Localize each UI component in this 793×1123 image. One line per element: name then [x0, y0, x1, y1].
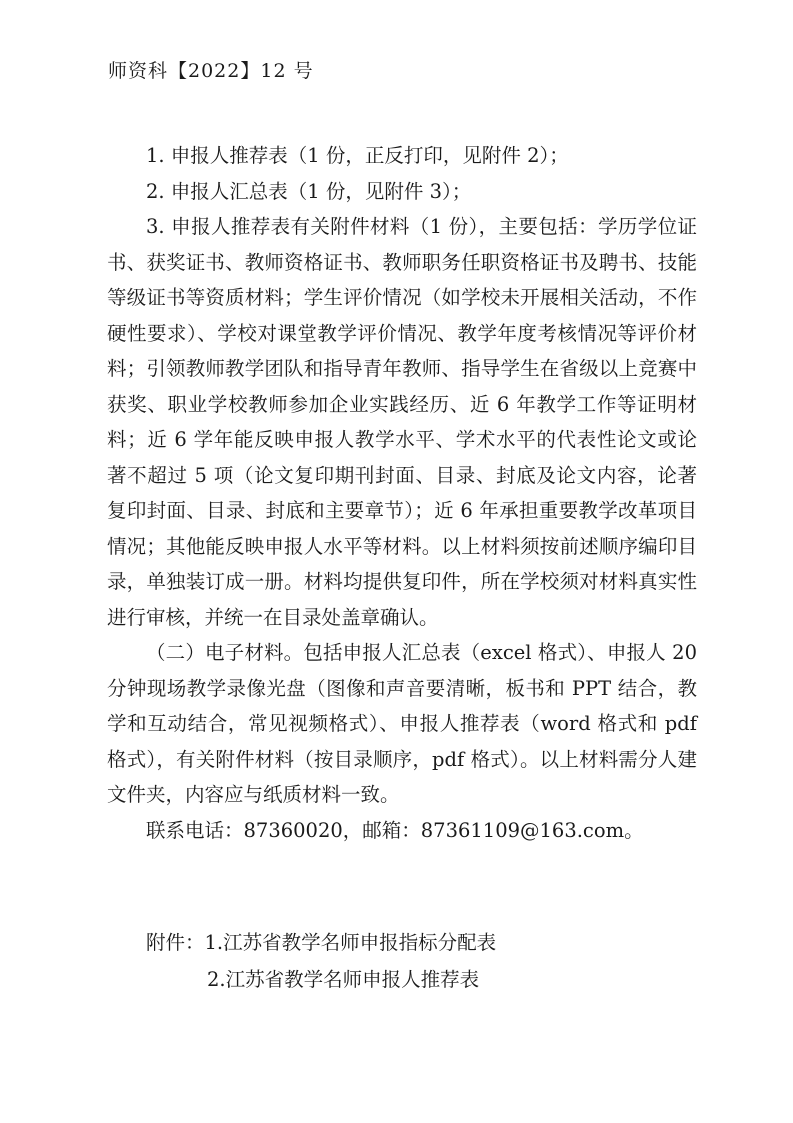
- paragraph-item-2: 2. 申报人汇总表（1 份，见附件 3）；: [146, 179, 472, 203]
- paragraph-electronic-materials: （二）电子材料。包括申报人汇总表（excel 格式）、申报人 20 分钟现场教学录像光盘（图像和声音要清晰，板书和 PPT 结合，教学和互动结合，常见视频格式）、申报人推荐表（word 格式和 pdf 格式），有关附件材料（按目录顺序，pdf 格式）。以上材料需分人建文件夹，内容应与纸质材料一致。: [107, 641, 697, 806]
- body-text: [107, 138, 697, 848]
- document-number: 师资科【2022】12 号: [108, 60, 314, 82]
- paragraph-item-1: 1. 申报人推荐表（1 份，正反打印，见附件 2）；: [146, 144, 569, 167]
- attachment-item-1: 附件：1.江苏省教学名师申报指标分配表: [146, 931, 497, 954]
- attachments-list: [146, 924, 496, 998]
- paragraph-item-3: 3. 申报人推荐表有关附件材料（1 份），主要包括：学历学位证书、获奖证书、教师资格证书、教师职务任职资格证书及聘书、技能等级证书等资质材料；学生评价情况（如学校未开展相关活动，不作硬性要求）、学校对课堂教学评价情况、教学年度考核情况等评价材料；引领教师教学团队和指导青年教师、指导学生在省级以上竞赛中获奖、职业学校教师参加企业实践经历、近 6 年教学工作等证明材料；近 6 学年能反映申报人教学水平、学术水平的代表性论文或论著不超过 5 项（论文复印期刊封面、目录、封底及论文内容，论著复印封面、目录、封底和主要章节）；近 6 年承担重要教学改革项目情况；其他能反映申报人水平等材料。以上材料须按前述顺序编印目录，单独装订成一册。材料均提供复印件，所在学校须对材料真实性进行审核，并统一在目录处盖章确认。: [107, 215, 697, 629]
- attachment-item-2: 2.江苏省教学名师申报人推荐表: [207, 968, 480, 991]
- paragraph-contact: 联系电话：87360020，邮箱：87361109@163.com。: [146, 818, 644, 842]
